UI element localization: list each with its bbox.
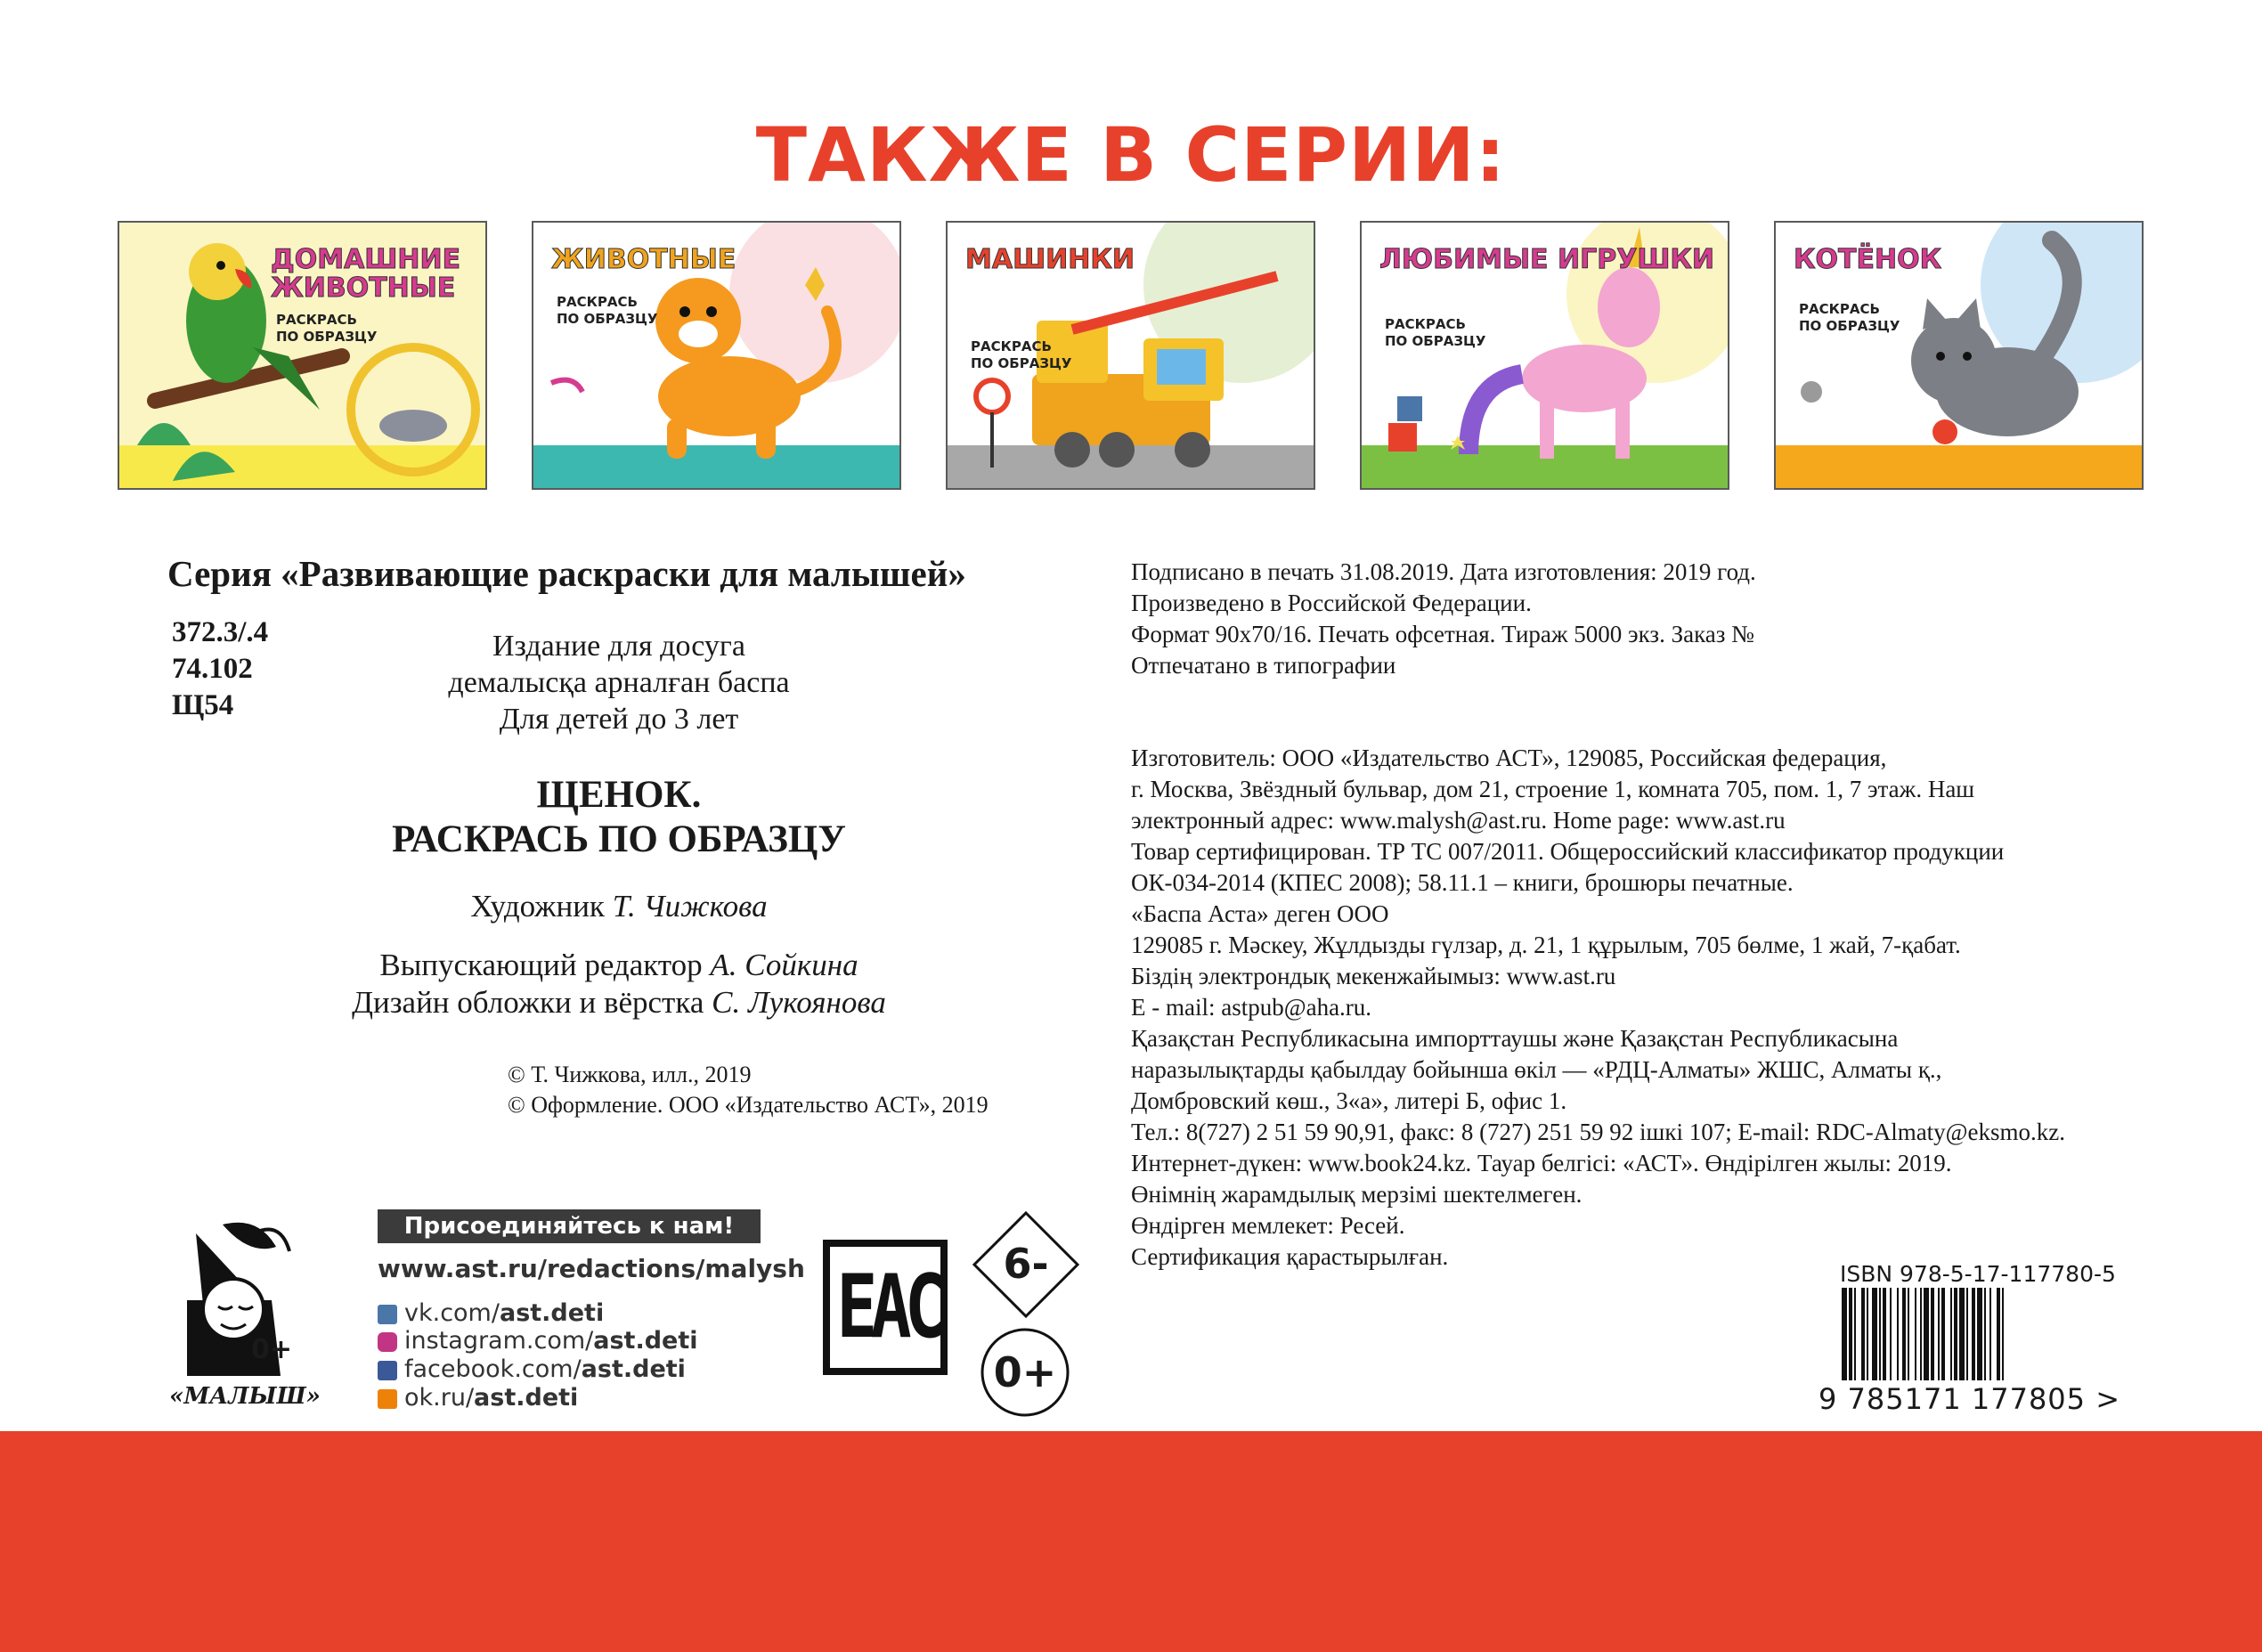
- copyright-illustrations: © Т. Чижкова, илл., 2019: [508, 1062, 752, 1087]
- series-name: Серия «Развивающие раскраски для малышей»: [167, 553, 966, 594]
- social-prefix: vk.com/: [404, 1299, 500, 1327]
- manufacturer-line: электронный адрес: www.malysh@ast.ru. Home page: www.ast.ru: [1131, 807, 1786, 834]
- print-info-line: Отпечатано в типографии: [1131, 652, 1396, 679]
- copyright-design: © Оформление. ООО «Издательство АСТ», 2019: [508, 1092, 989, 1118]
- design-credit: [267, 985, 971, 1021]
- age-mark-0: [980, 1327, 1070, 1418]
- isbn-text: ISBN 978-5-17-117780-5: [1840, 1261, 2116, 1287]
- ok-icon: [378, 1389, 397, 1409]
- book-title-line2: РАСКРАСЬ ПО ОБРАЗЦУ: [392, 818, 846, 860]
- social-handle: ast.deti: [474, 1384, 579, 1412]
- series-book-title: МАШИНКИ: [965, 244, 1135, 275]
- manufacturer-line: Домбровский көш., 3«а», литері Б, офис 1.: [1131, 1087, 1567, 1114]
- edition-type: Издание для досуга: [492, 630, 745, 663]
- instagram-icon: [378, 1332, 397, 1352]
- series-book-cars[interactable]: [946, 221, 1315, 490]
- eac-mark: [823, 1240, 948, 1375]
- malysh-logo-icon: [169, 1207, 321, 1412]
- publisher-logo: [169, 1207, 321, 1412]
- print-info-line: Подписано в печать 31.08.2019. Дата изготовления: 2019 год.: [1131, 558, 1756, 585]
- social-handle: ast.deti: [499, 1299, 605, 1327]
- series-book-subtitle: РАСКРАСЬ ПО ОБРАЗЦУ: [557, 294, 658, 327]
- manufacturer-line: 129085 г. Мәскеу, Жұлдызды гүлзар, д. 21, 1 құрылым, 705 бөлме, 1 жай, 7-қабат.: [1131, 932, 1961, 958]
- bbk-code: 74.102: [172, 653, 253, 685]
- manufacturer-line: Интернет-дүкен: www.book24.kz. Тауар белгісі: «АСТ». Өндірілген жылы: 2019.: [1131, 1150, 1952, 1176]
- social-link-vk[interactable]: [378, 1299, 604, 1328]
- design-name: С. Лукоянова: [712, 985, 886, 1020]
- editor-name: А. Сойкина: [710, 948, 858, 982]
- series-book-title: ЖИВОТНЫЕ: [551, 244, 736, 275]
- logo-age-badge: 0+: [251, 1334, 293, 1365]
- manufacturer-line: «Баспа Аста» деген ООО: [1131, 900, 1389, 927]
- barcode-digits: 9 785171 177805 >: [1819, 1382, 2120, 1416]
- social-link-facebook[interactable]: [378, 1355, 686, 1384]
- manufacturer-line: г. Москва, Звёздный бульвар, дом 21, строение 1, комната 705, пом. 1, 7 этаж. Наш: [1131, 776, 1975, 802]
- publisher-name: «МАЛЫШ»: [169, 1383, 321, 1410]
- series-book-subtitle: РАСКРАСЬ ПО ОБРАЗЦУ: [276, 312, 378, 345]
- social-prefix: facebook.com/: [404, 1355, 582, 1383]
- series-book-subtitle: РАСКРАСЬ ПО ОБРАЗЦУ: [1799, 301, 1900, 334]
- book-title-line1: ЩЕНОК.: [536, 774, 702, 816]
- series-book-toys[interactable]: [1360, 221, 1729, 490]
- author-mark: Щ54: [172, 689, 234, 721]
- artist-label: Художник: [470, 889, 605, 924]
- series-book-subtitle: РАСКРАСЬ ПО ОБРАЗЦУ: [971, 338, 1072, 371]
- barcode: [1840, 1288, 2098, 1380]
- manufacturer-line: Сертификация қарастырылған.: [1131, 1243, 1449, 1270]
- design-label: Дизайн обложки и вёрстка: [352, 985, 704, 1020]
- age-mark-6-text: 6-: [1003, 1240, 1049, 1288]
- print-info-line: Формат 90х70/16. Печать офсетная. Тираж 5000 экз. Заказ №: [1131, 621, 1754, 647]
- manufacturer-line: Өнімнің жарамдылық мерзімі шектелмеген.: [1131, 1181, 1583, 1208]
- facebook-icon: [378, 1361, 397, 1380]
- series-book-animals[interactable]: [532, 221, 901, 490]
- book-title: [312, 773, 926, 862]
- social-link-instagram[interactable]: [378, 1327, 698, 1355]
- series-book-title: ДОМАШНИЕ ЖИВОТНЫЕ: [271, 244, 461, 304]
- manufacturer-line: Изготовитель: ООО «Издательство АСТ», 129085, Российская федерация,: [1131, 745, 1887, 771]
- manufacturer-line: Өндірген мемлекет: Ресей.: [1131, 1212, 1405, 1239]
- udk-code: 372.3/.4: [172, 616, 269, 648]
- join-us-banner: Присоединяйтесь к нам!: [378, 1209, 761, 1243]
- manufacturer-line: Біздің электрондық мекенжайымыз: www.ast.ru: [1131, 963, 1616, 989]
- edition-type-kz: демалысқа арналған баспа: [448, 666, 790, 699]
- editor-credit: [267, 948, 971, 983]
- manufacturer-line: наразылықтарды қабылдау бойынша өкіл — «РДЦ-Алматы» ЖШС, Алматы қ.,: [1131, 1056, 1942, 1083]
- artist-name: Т. Чижкова: [612, 889, 768, 924]
- manufacturer-line: ОК-034-2014 (КПЕС 2008); 58.11.1 – книги, брошюры печатные.: [1131, 869, 1794, 896]
- series-book-title: КОТЁНОК: [1794, 244, 1942, 275]
- print-info: [1131, 557, 1756, 681]
- manufacturer-line: Қазақстан Республикасына импорттаушы және Қазақстан Республикасына: [1131, 1025, 1899, 1052]
- vk-icon: [378, 1305, 397, 1324]
- series-book-subtitle: РАСКРАСЬ ПО ОБРАЗЦУ: [1385, 316, 1486, 349]
- artist-credit: [267, 889, 971, 924]
- editor-label: Выпускающий редактор: [379, 948, 703, 982]
- series-book-kitten[interactable]: [1774, 221, 2144, 490]
- age-note: Для детей до 3 лет: [499, 703, 739, 736]
- series-heading: ТАКЖЕ В СЕРИИ:: [755, 111, 1507, 199]
- eac-mark-text: EAC: [836, 1257, 940, 1358]
- website-link[interactable]: www.ast.ru/redactions/malysh: [378, 1254, 805, 1283]
- social-prefix: ok.ru/: [404, 1384, 475, 1412]
- series-book-title: ЛЮБИМЫЕ ИГРУШКИ: [1379, 244, 1715, 275]
- social-link-ok[interactable]: [378, 1384, 578, 1412]
- print-info-line: Произведено в Российской Федерации.: [1131, 590, 1532, 616]
- series-book-domestic-animals[interactable]: [118, 221, 487, 490]
- age-mark-0-text: 0+: [993, 1348, 1057, 1396]
- manufacturer-line: Товар сертифицирован. ТР ТС 007/2011. Общероссийский классификатор продукции: [1131, 838, 2005, 865]
- manufacturer-line: E - mail: astpub@aha.ru.: [1131, 994, 1372, 1021]
- manufacturer-line: Тел.: 8(727) 2 51 59 90,91, факс: 8 (727) 251 59 92 ішкі 107; E-mail: RDC-Almaty@eksmo.kz.: [1131, 1119, 2066, 1145]
- age-mark-6: [972, 1211, 1079, 1318]
- manufacturer-info: [1131, 743, 2065, 1273]
- social-handle: ast.deti: [593, 1327, 698, 1355]
- bottom-band: [0, 1431, 2262, 1652]
- social-handle: ast.deti: [581, 1355, 686, 1383]
- social-prefix: instagram.com/: [404, 1327, 594, 1355]
- barcode-bars: [1840, 1288, 2098, 1380]
